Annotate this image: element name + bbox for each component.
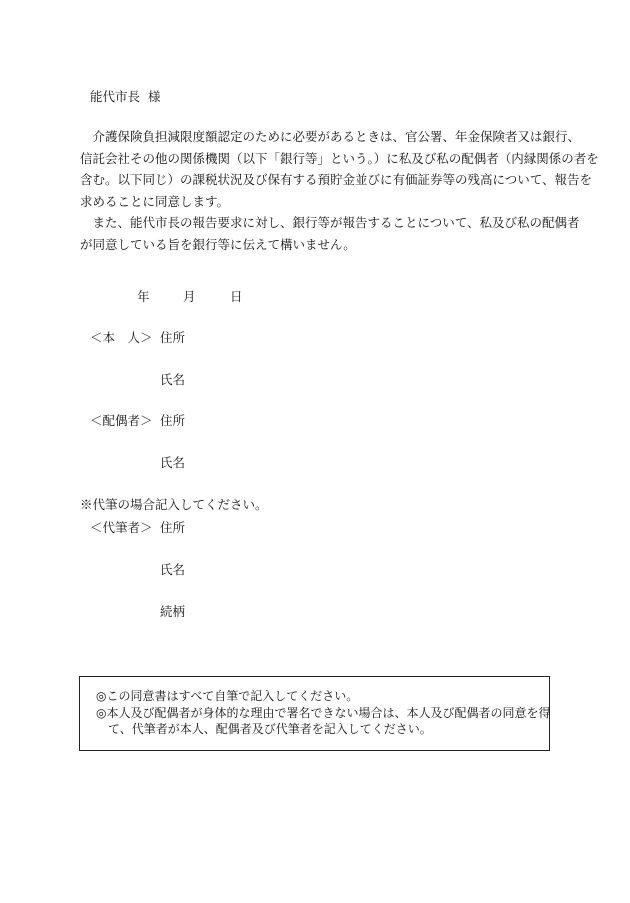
instruction-line-3: て、代筆者が本人、配偶者及び代筆者を記入してください。 (108, 722, 432, 736)
proxy-address-label: 住所 (160, 520, 186, 535)
date-month-label: 月 (183, 289, 196, 304)
proxy-name-label: 氏名 (160, 562, 186, 577)
paragraph-1-line-2: 信託会社その他の関係機関（以下「銀行等」という。）に私及び私の配偶者（内縁関係の者を (80, 150, 599, 166)
proxy-relation-label: 続柄 (160, 604, 186, 619)
spouse-address-label: 住所 (160, 413, 186, 428)
self-section-label: ＜本 人＞ (90, 330, 153, 345)
self-address-label: 住所 (160, 330, 186, 345)
consent-paragraph-2 (80, 212, 580, 255)
paragraph-1-line-1: 介護保険負担減限度額認定のために必要があるときは、官公署、年金保険者又は銀行、 (80, 129, 581, 144)
paragraph-2-line-1: また、能代市長の報告要求に対し、銀行等が報告することについて、私及び私の配偶者 (80, 215, 580, 230)
self-name-label: 氏名 (160, 372, 186, 387)
instruction-line-2: ◎本人及び配偶者が身体的な理由で署名できない場合は、本人及び配偶者の同意を得 (96, 706, 551, 720)
addressee-name: 能代市長 (90, 89, 141, 104)
spouse-section-label: ＜配偶者＞ (90, 413, 153, 428)
date-day-label: 日 (230, 289, 243, 304)
paragraph-2-line-2: が同意している旨を銀行等に伝えて構いません。 (80, 236, 356, 252)
paragraph-1-line-3: 含む。以下同じ）の課税状況及び保有する預貯金並びに有価証券等の残高について、報告を (80, 172, 593, 187)
proxy-section-label: ＜代筆者＞ (90, 520, 153, 535)
instructions-box (79, 676, 550, 751)
addressee-honorific: 様 (148, 89, 161, 104)
date-year-label: 年 (137, 289, 150, 304)
consent-paragraph-1 (80, 126, 599, 212)
paragraph-1-line-4: 求めることに同意します。 (80, 193, 230, 209)
spouse-name-label: 氏名 (160, 455, 186, 470)
instruction-line-1: ◎この同意書はすべて自筆で記入してください。 (96, 689, 359, 703)
proxy-note: ※代筆の場合記入してください。 (80, 497, 268, 512)
